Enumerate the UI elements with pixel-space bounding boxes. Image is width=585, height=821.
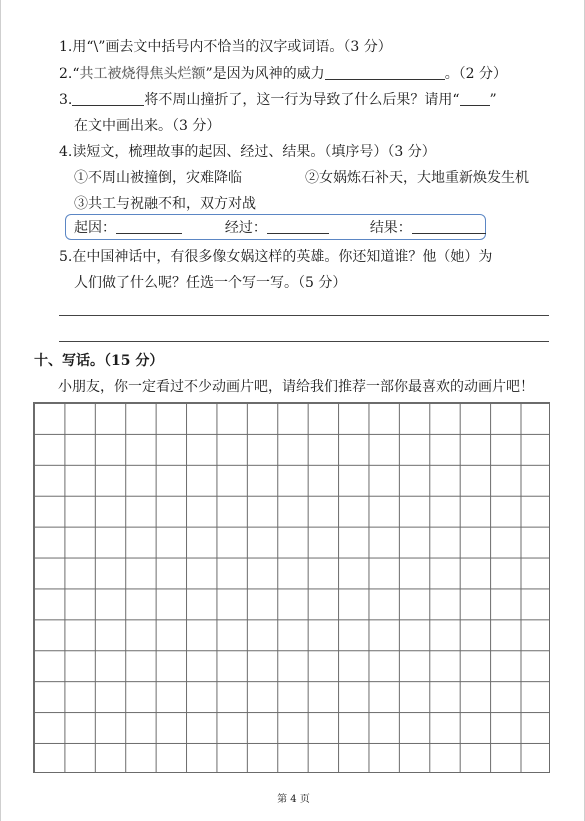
q4-option-3: ③共工与祝融不和，双方对战 [74,196,256,212]
process-label: 经过： [224,220,267,236]
q3-answer-blank[interactable] [72,91,144,106]
section-10-heading: 十、写话。（15 分） [34,353,164,369]
section-10-prompt: 小朋友，你一定看过不少动画片吧，请给我们推荐一部你最喜欢的动画片吧！ [58,379,534,395]
q5-answer-line-2[interactable] [59,341,549,342]
q2-prefix: 2.“ [59,66,80,82]
cause-blank[interactable] [116,219,182,234]
q4-option-1: ①不周山被撞倒，灾难降临 [74,170,242,186]
writing-grid-cells[interactable] [33,402,550,773]
q2-suffix: 。（2 分） [444,66,508,82]
result-label: 结果： [369,220,412,236]
question-1: 1.用“\”画去文中括号内不恰当的汉字或词语。（3 分） [59,39,392,55]
process-blank[interactable] [267,219,329,234]
question-3-line2: 在文中画出来。（3 分） [74,118,221,134]
question-5-line2: 人们做了什么呢？任选一个写一写。（5 分） [74,275,347,291]
question-5-line1: 5.在中国神话中，有很多像女娲这样的英雄。你还知道谁？他（她）为 [59,249,493,265]
q2-middle: ”是因为风神的威力 [205,66,325,82]
q3-end: ” [489,92,497,108]
question-3 [59,91,497,109]
q4-option-2: ②女娲炼石补天，大地重新焕发生机 [305,170,529,186]
q3-mark-blank[interactable] [460,91,490,106]
question-4-title: 4.读短文，梳理故事的起因、经过、结果。（填序号）（3 分） [59,144,436,160]
q3-text: 将不周山撞折了，这一行为导致了什么后果？请用“ [144,92,460,108]
writing-grid[interactable] [33,402,550,773]
q2-quote: 共工被烧得焦头烂额 [79,66,206,82]
q3-number: 3. [59,92,73,108]
q4-answers [74,219,486,237]
question-2 [59,65,507,83]
q5-answer-line-1[interactable] [59,315,549,316]
cause-label: 起因： [74,220,116,236]
q2-answer-blank[interactable] [325,65,445,80]
result-blank[interactable] [412,219,486,234]
page-number: 第 4 页 [277,794,310,805]
